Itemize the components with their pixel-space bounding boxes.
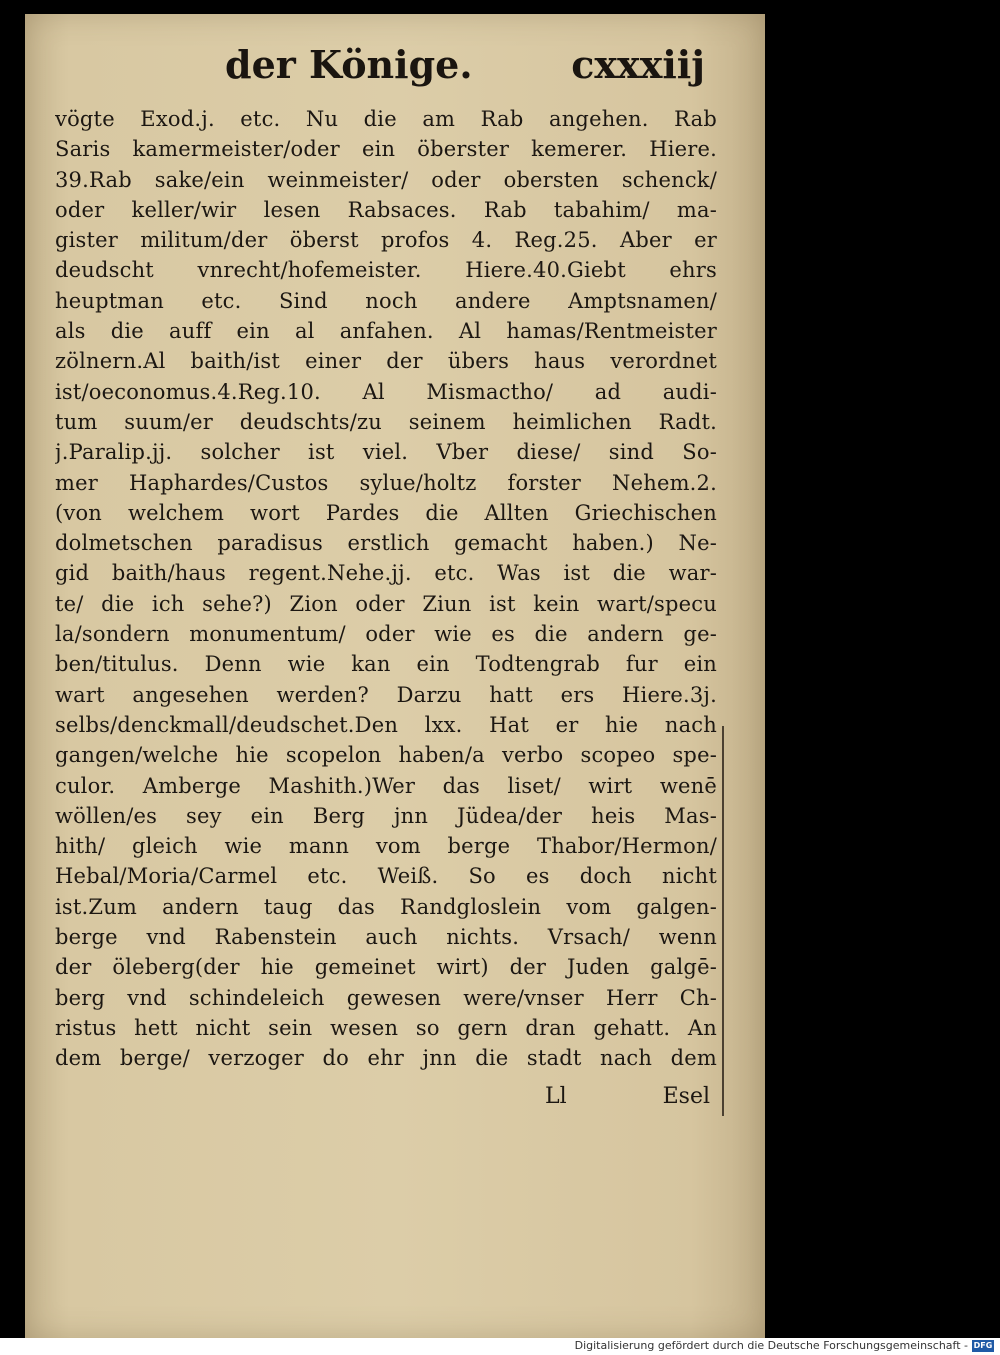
text-line: ben/titulus. Denn wie kan ein Todtengrab fur ein — [55, 652, 717, 677]
text-line: vögte Exod.j. etc. Nu die am Rab angehen. Rab — [55, 107, 717, 131]
text-line: j.Paralip.jj. solcher ist viel. Vber diese/ sind So- — [55, 440, 717, 465]
text-line: hith/ gleich wie mann vom berge Thabor/Hermon/ — [55, 834, 717, 859]
text-line: mer Haphardes/Custos sylue/holtz forster Nehem.2. — [55, 470, 717, 495]
book-page — [25, 14, 765, 1338]
catchword-line — [545, 1084, 710, 1118]
text-line: gangen/welche hie scopelon haben/a verbo scopeo spe- — [55, 743, 717, 768]
text-line: wöllen/es sey ein Berg jnn Jüdea/der heis Mas- — [55, 803, 717, 828]
text-line: der öleberg(der hie gemeinet wirt) der Juden galgē- — [55, 955, 717, 980]
text-line: dolmetschen paradisus erstlich gemacht haben.) Ne- — [55, 531, 717, 556]
text-line: tum suum/er deudschts/zu seinem heimlichen Radt. — [55, 409, 717, 434]
text-line: ist.Zum andern taug das Randgloslein vom galgen- — [55, 894, 717, 919]
text-line: la/sondern monumentum/ oder wie es die andern ge- — [55, 622, 717, 647]
text-line: 39.Rab sake/ein weinmeister/ oder obersten schenck/ — [55, 167, 717, 192]
body-text — [55, 104, 717, 1074]
margin-rule — [722, 726, 724, 1116]
text-line: wart angesehen werden? Darzu hatt ers Hiere.3j. — [55, 682, 717, 707]
folio-number: cxxxiij — [571, 42, 705, 87]
text-line: berg vnd schindeleich gewesen were/vnser Herr Ch- — [55, 985, 717, 1010]
text-line: ist/oeconomus.4.Reg.10. Al Mismactho/ ad audi- — [55, 379, 717, 404]
signature-mark: Ll — [545, 1084, 567, 1109]
funding-credit: Digitalisierung gefördert durch die Deutsche Forschungsgemeinschaft - — [574, 1339, 968, 1352]
catchword: Esel — [662, 1084, 710, 1109]
text-line: oder keller/wir lesen Rabsaces. Rab tabahim/ ma- — [55, 197, 717, 222]
text-line: ristus hett nicht sein wesen so gern dran gehatt. An — [55, 1015, 717, 1040]
text-line: gister militum/der öberst profos 4. Reg.25. Aber er — [55, 228, 717, 253]
text-line: Hebal/Moria/Carmel etc. Weiß. So es doch nicht — [55, 864, 717, 889]
text-line: culor. Amberge Mashith.)Wer das liset/ wirt wenē — [55, 773, 717, 798]
text-line: als die auff ein al anfahen. Al hamas/Rentmeister — [55, 319, 717, 344]
text-line: gid baith/haus regent.Nehe.jj. etc. Was ist die war- — [55, 561, 717, 586]
text-line: heuptman etc. Sind noch andere Amptsnamen/ — [55, 288, 717, 313]
text-line: Saris kamermeister/oder ein öberster kemerer. Hiere. — [55, 137, 717, 162]
text-line: zölnern.Al baith/ist einer der übers haus verordnet — [55, 349, 717, 374]
running-head: der Könige. — [225, 42, 473, 87]
text-line: te/ die ich sehe?) Zion oder Ziun ist kein wart/specu — [55, 591, 717, 616]
text-line: (von welchem wort Pardes die Allten Griechischen — [55, 500, 717, 525]
text-line: dem berge/ verzoger do ehr jnn die stadt nach dem — [55, 1046, 717, 1071]
page-header — [225, 42, 705, 102]
footer-bar — [0, 1338, 1000, 1355]
dfg-logo: DFG — [973, 1341, 993, 1350]
text-line: selbs/denckmall/deudschet.Den lxx. Hat er hie nach — [55, 712, 717, 737]
text-line: deudscht vnrecht/hofemeister. Hiere.40.Giebt ehrs — [55, 258, 717, 283]
text-line: berge vnd Rabenstein auch nichts. Vrsach/ wenn — [55, 925, 717, 950]
